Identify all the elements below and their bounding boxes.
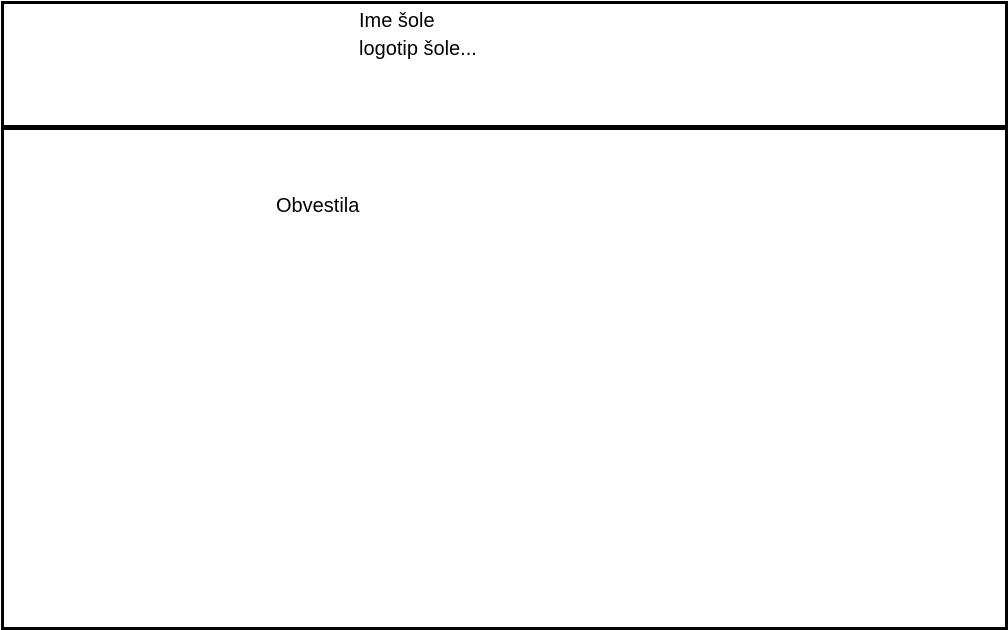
main-content-section: [1, 125, 1008, 630]
school-logo-placeholder: logotip šole...: [359, 38, 477, 60]
school-name: Ime šole: [359, 10, 435, 32]
announcements-heading: Obvestila: [276, 195, 360, 217]
header-section: [1, 1, 1008, 130]
